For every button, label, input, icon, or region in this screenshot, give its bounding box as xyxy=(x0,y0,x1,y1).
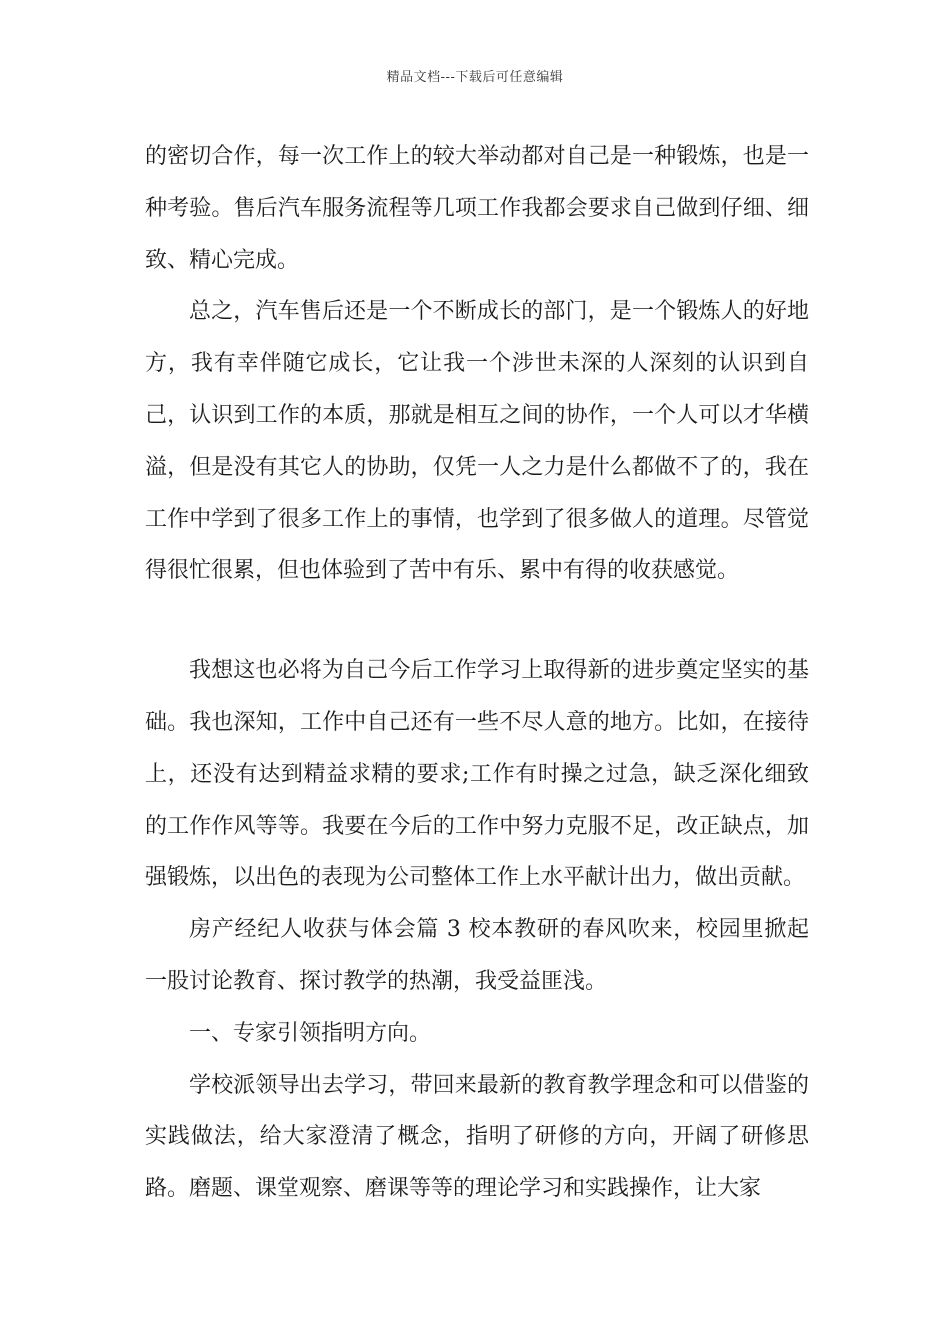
paragraph-4: 房产经纪人收获与体会篇 3 校本教研的春风吹来，校园里掀起一股讨论教育、探讨教学的热潮，我受益匪浅。 xyxy=(145,917,809,994)
paragraph-2: 总之，汽车售后还是一个不断成长的部门，是一个锻炼人的好地方，我有幸伴随它成长，它让我一个涉世未深的人深刻的认识到自己，认识到工作的本质，那就是相互之间的协作，一个人可以才华横溢，但是没有其它人的协助，仅凭一人之力是什么都做不了的，我在工作中学到了很多工作上的事情，也学到了很多做人的道理。尽管觉得很忙很累，但也体验到了苦中有乐、累中有得的收获感觉。 xyxy=(145,299,809,584)
document-body xyxy=(145,131,809,1215)
paragraph-3: 我想这也必将为自己今后工作学习上取得新的进步奠定坚实的基础。我也深知，工作中自己还有一些不尽人意的地方。比如，在接待上，还没有达到精益求精的要求;工作有时操之过急，缺乏深化细致的工作作风等等。我要在今后的工作中努力克服不足，改正缺点，加强锻炼，以出色的表现为公司整体工作上水平献计出力，做出贡献。 xyxy=(145,658,809,891)
section-heading-1: 一、专家引领指明方向。 xyxy=(189,1020,432,1046)
page-header: 精品文档---下载后可任意编辑 xyxy=(386,70,564,85)
paragraph-1: 的密切合作，每一次工作上的较大举动都对自己是一种锻炼，也是一种考验。售后汽车服务流程等几项工作我都会要求自己做到仔细、细致、精心完成。 xyxy=(145,144,809,273)
paragraph-gap xyxy=(145,597,809,645)
paragraph-6: 学校派领导出去学习，带回来最新的教育教学理念和可以借鉴的实践做法，给大家澄清了概念，指明了研修的方向，开阔了研修思路。磨题、课堂观察、磨课等等的理论学习和实践操作，让大家 xyxy=(145,1072,809,1202)
